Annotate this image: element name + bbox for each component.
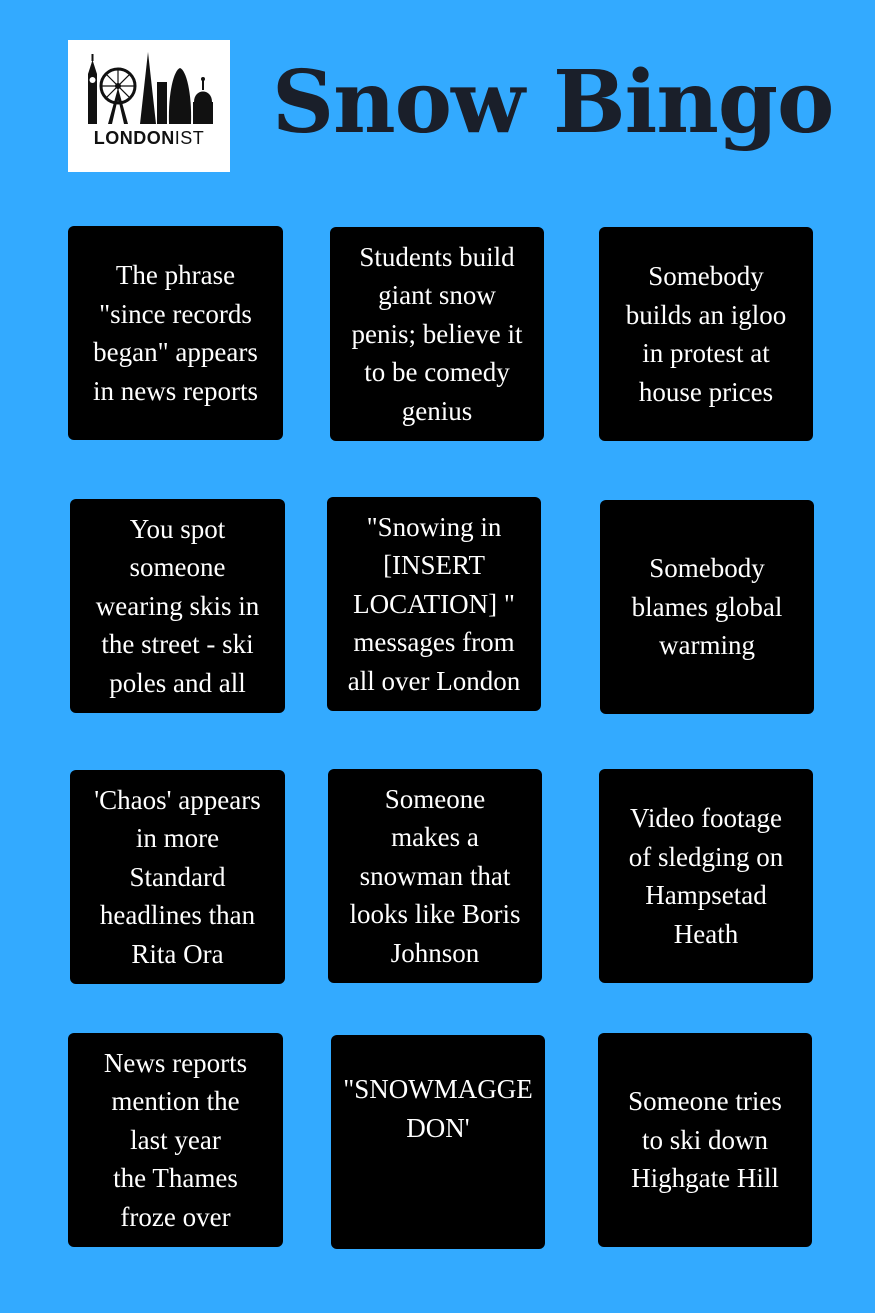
bingo-card-text: News reports mention the last year the Thames froze over	[103, 1047, 248, 1232]
bingo-card-text: 'Chaos' appears in more Standard headlines than Rita Ora	[94, 784, 261, 969]
bingo-card-2	[330, 227, 544, 441]
bingo-card-11	[331, 1035, 545, 1249]
bingo-card-text: You spot someone wearing skis in the street - ski poles and all	[95, 513, 260, 698]
london-skyline-icon	[84, 52, 214, 126]
page-title: Snow Bingo	[272, 52, 834, 153]
bingo-card-text: Someone tries to ski down Highgate Hill	[628, 1086, 782, 1194]
londonist-logo	[68, 40, 230, 172]
logo-wordmark: LONDONIST	[93, 128, 205, 148]
bingo-card-12	[598, 1033, 812, 1247]
bingo-card-9	[599, 769, 813, 983]
bingo-card-6	[600, 500, 814, 714]
bingo-card-text: Somebody builds an igloo in protest at house prices	[625, 261, 787, 407]
bingo-card-text: The phrase "since records began" appears in news reports	[93, 260, 258, 406]
bingo-card-7	[70, 770, 285, 984]
bingo-card-3	[599, 227, 813, 441]
bingo-card-1	[68, 226, 283, 440]
bingo-card-10	[68, 1033, 283, 1247]
bingo-card-5	[327, 497, 541, 711]
bingo-card-text: Somebody blames global warming	[631, 553, 783, 661]
bingo-card-text: Video footage of sledging on Hampsetad Heath	[628, 803, 784, 949]
bingo-card-4	[70, 499, 285, 713]
bingo-card-text: Students build giant snow penis; believe it to be comedy genius	[351, 241, 523, 426]
bingo-card-text: Someone makes a snowman that looks like Boris Johnson	[349, 783, 521, 968]
bingo-card-8	[328, 769, 542, 983]
bingo-card-text: "SNOWMAGGE DON'	[343, 1074, 533, 1143]
bingo-card-text: "Snowing in [INSERT LOCATION] " messages from all over London	[347, 511, 521, 696]
